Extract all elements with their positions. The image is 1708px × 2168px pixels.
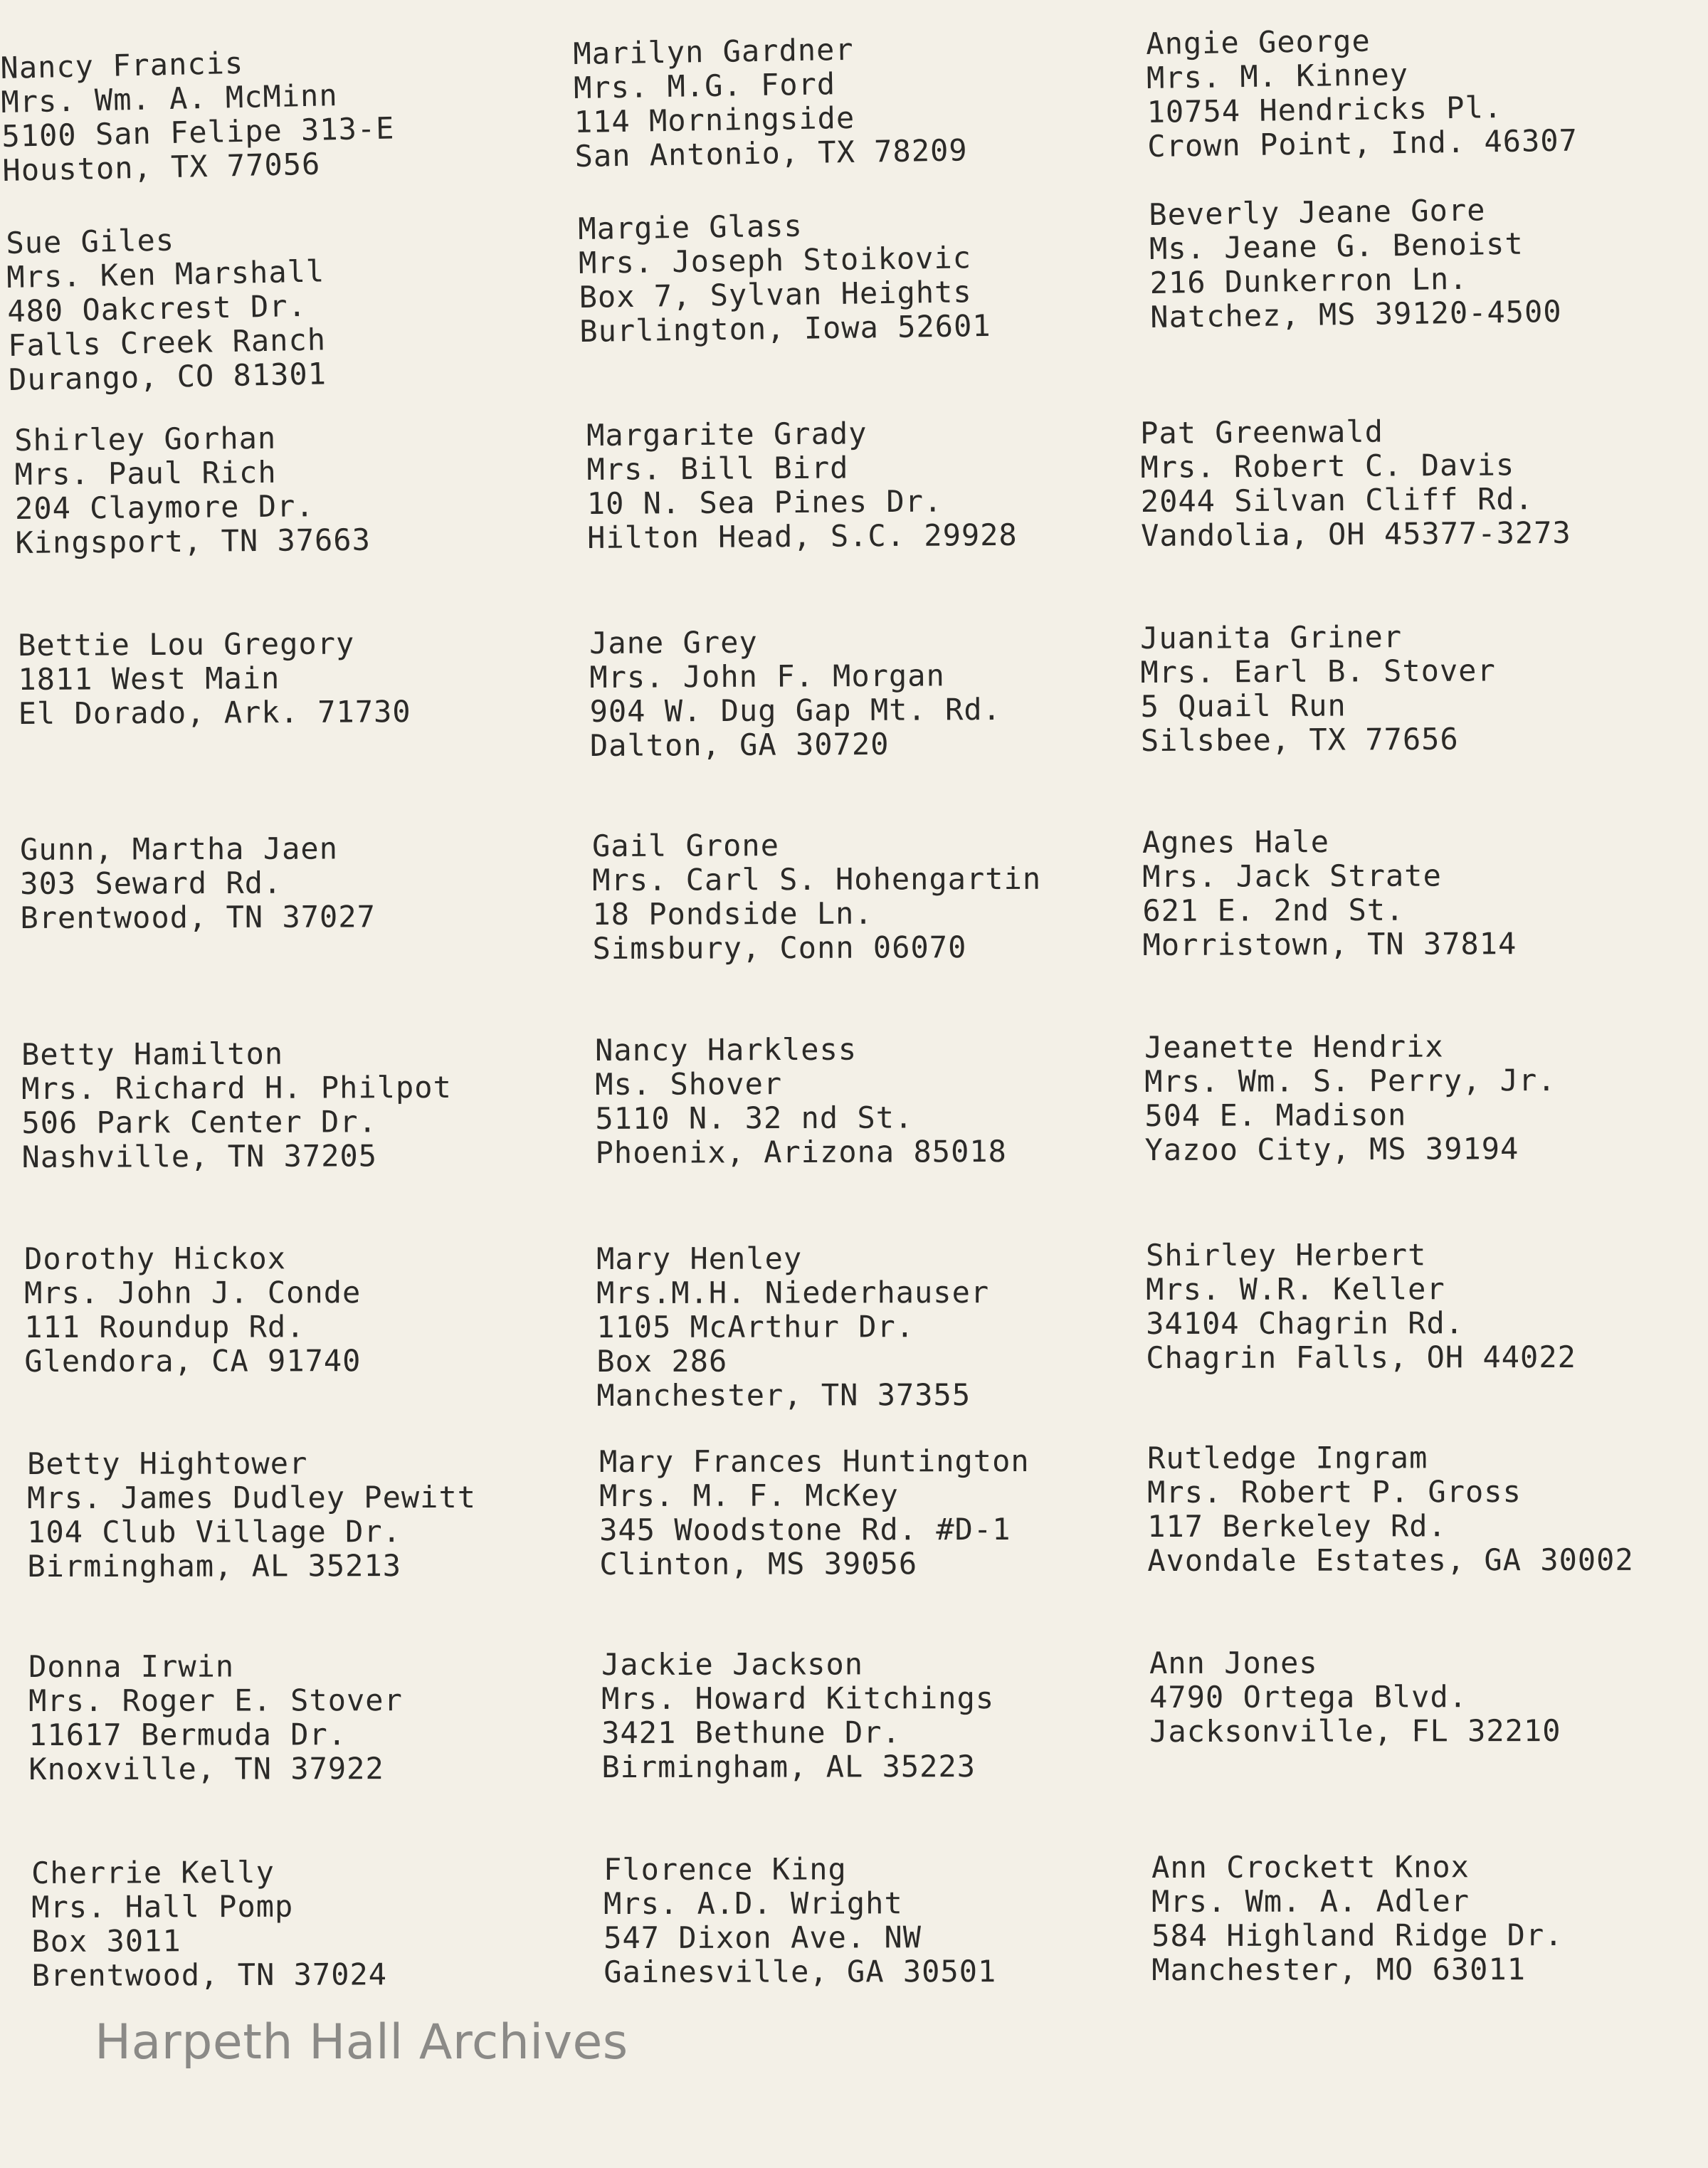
entry-line: Durango, CO 81301 — [8, 356, 327, 397]
address-entry — [573, 31, 968, 174]
entry-line: Mrs. M.G. Ford — [573, 66, 836, 105]
entry-line: Ms. Shover — [595, 1066, 783, 1102]
entry-line: Mrs. W.R. Keller — [1146, 1271, 1445, 1307]
entry-line: Silsbee, TX 77656 — [1140, 721, 1459, 758]
entry-line: Mrs. John F. Morgan — [589, 658, 945, 695]
address-entry — [1140, 414, 1571, 553]
address-entry — [28, 1649, 403, 1787]
entry-line: Mrs. Robert C. Davis — [1140, 447, 1515, 485]
address-entry — [6, 220, 327, 397]
entry-line: Mrs. M. F. McKey — [599, 1478, 899, 1513]
entry-line: Manchester, TN 37355 — [596, 1377, 971, 1413]
entry-line: Mrs. Ken Marshall — [6, 253, 325, 295]
entry-name: Jackie Jackson — [601, 1646, 864, 1682]
address-entry — [1146, 21, 1578, 164]
entry-line: 216 Dunkerron Ln. — [1149, 261, 1468, 300]
entry-line: Mrs. A.D. Wright — [603, 1885, 903, 1921]
address-entry — [1147, 1441, 1634, 1578]
entry-line: Houston, TX 77056 — [1, 146, 321, 188]
entry-name: Mary Henley — [596, 1241, 803, 1276]
address-entry — [586, 416, 1018, 555]
entry-line: Chagrin Falls, OH 44022 — [1146, 1339, 1576, 1375]
entry-name: Jeanette Hendrix — [1144, 1028, 1444, 1065]
entry-name: Ann Crockett Knox — [1151, 1849, 1470, 1885]
entry-line: Hilton Head, S.C. 29928 — [586, 517, 1018, 555]
entry-line: Mrs. Wm. S. Perry, Jr. — [1144, 1062, 1556, 1099]
entry-line: 10754 Hendricks Pl. — [1146, 90, 1503, 130]
entry-name: Gail Grone — [591, 828, 780, 863]
entry-name: Margarite Grady — [586, 416, 868, 453]
address-entry — [1144, 1029, 1556, 1167]
address-entry — [21, 1036, 452, 1174]
entry-line: 104 Club Village Dr. — [27, 1514, 401, 1549]
address-entry — [20, 831, 376, 935]
address-entry — [1142, 824, 1517, 962]
address-entry — [27, 1446, 476, 1584]
entry-line: Mrs. Richard H. Philpot — [21, 1069, 452, 1106]
entry-line: Manchester, MO 63011 — [1151, 1952, 1527, 1987]
entry-line: Nashville, TN 37205 — [21, 1138, 378, 1174]
entry-line: 1811 West Main — [18, 661, 280, 697]
entry-line: 2044 Silvan Cliff Rd. — [1140, 481, 1534, 519]
entry-line: Knoxville, TN 37922 — [28, 1751, 384, 1787]
address-entry — [599, 1444, 1030, 1582]
entry-line: Mrs. Jack Strate — [1142, 858, 1442, 894]
entry-line: Falls Creek Ranch — [7, 322, 327, 363]
entry-line: Mrs. Earl B. Stover — [1140, 653, 1496, 690]
entry-line: Mrs. M. Kinney — [1146, 56, 1409, 95]
entry-name: Nancy Francis — [0, 45, 244, 85]
entry-line: Mrs. James Dudley Pewitt — [27, 1479, 477, 1515]
archive-watermark: Harpeth Hall Archives — [95, 2014, 628, 2070]
entry-line: 480 Oakcrest Dr. — [6, 288, 307, 329]
entry-name: Dorothy Hickox — [23, 1241, 287, 1276]
entry-line: Yazoo City, MS 39194 — [1144, 1131, 1519, 1167]
entry-line: Birmingham, AL 35213 — [27, 1548, 402, 1584]
entry-name: Margie Glass — [577, 208, 803, 246]
entry-line: Morristown, TN 37814 — [1142, 926, 1517, 962]
entry-line: Simsbury, Conn 06070 — [592, 930, 967, 966]
entry-name: Shirley Herbert — [1145, 1237, 1427, 1273]
entry-name: Ann Jones — [1149, 1645, 1318, 1680]
entry-line: 34104 Chagrin Rd. — [1146, 1305, 1465, 1341]
address-entry — [595, 1032, 1007, 1170]
entry-name: Betty Hightower — [26, 1446, 308, 1481]
entry-line: Mrs. Paul Rich — [14, 454, 277, 492]
entry-line: Brentwood, TN 37024 — [31, 1957, 388, 1993]
entry-line: Birmingham, AL 35223 — [601, 1749, 976, 1784]
address-entry — [601, 1647, 994, 1784]
entry-name: Florence King — [603, 1851, 847, 1887]
entry-line: Box 286 — [596, 1343, 728, 1379]
entry-line: Box 7, Sylvan Heights — [579, 274, 972, 315]
entry-line: Mrs. Roger E. Stover — [28, 1683, 403, 1718]
entry-line: 303 Seward Rd. — [20, 865, 283, 901]
entry-line: Kingsport, TN 37663 — [15, 522, 371, 560]
entry-line: Mrs. Bill Bird — [586, 450, 849, 487]
entry-line: Mrs. Hall Pomp — [31, 1888, 294, 1925]
address-entry — [1149, 192, 1562, 335]
entry-line: 5 Quail Run — [1140, 688, 1346, 724]
entry-line: Glendora, CA 91740 — [24, 1343, 362, 1379]
address-entry — [592, 828, 1042, 966]
address-entry — [596, 1241, 989, 1413]
entry-name: Beverly Jeane Gore — [1148, 192, 1486, 232]
entry-line: 11617 Bermuda Dr. — [28, 1717, 347, 1752]
entry-line: 10 N. Sea Pines Dr. — [586, 483, 943, 521]
entry-line: Dalton, GA 30720 — [589, 726, 890, 763]
entry-line: Clinton, MS 39056 — [599, 1546, 918, 1582]
entry-line: 4790 Ortega Blvd. — [1149, 1679, 1468, 1715]
entry-name: Gunn, Martha Jaen — [19, 831, 339, 867]
address-entry — [31, 1855, 387, 1993]
entry-line: 547 Dixon Ave. NW — [603, 1920, 922, 1955]
entry-name: Betty Hamilton — [21, 1036, 284, 1072]
entry-name: Shirley Gorhan — [14, 420, 277, 458]
entry-line: Jacksonville, FL 32210 — [1149, 1712, 1561, 1749]
entry-name: Jane Grey — [589, 624, 758, 661]
address-entry — [603, 1852, 996, 1989]
entry-line: 114 Morningside — [574, 100, 855, 140]
entry-name: Pat Greenwald — [1139, 414, 1384, 451]
entry-line: Natchez, MS 39120-4500 — [1149, 293, 1562, 335]
address-entry — [24, 1241, 361, 1379]
entry-line: Phoenix, Arizona 85018 — [595, 1133, 1007, 1170]
entry-name: Angie George — [1145, 23, 1371, 61]
address-entry — [0, 43, 396, 188]
address-entry — [589, 624, 1001, 763]
entry-name: Rutledge Ingram — [1146, 1440, 1428, 1475]
entry-name: Mary Frances Huntington — [599, 1443, 1030, 1479]
entry-line: 5110 N. 32 nd St. — [595, 1100, 914, 1136]
entry-line: 117 Berkeley Rd. — [1147, 1508, 1447, 1544]
entry-name: Sue Giles — [5, 222, 175, 261]
entry-name: Juanita Griner — [1139, 619, 1403, 656]
entry-line: 1105 McArthur Dr. — [596, 1309, 915, 1345]
address-entry — [1149, 1646, 1561, 1749]
address-entry — [1146, 1238, 1576, 1375]
entry-line: 5100 San Felipe 313-E — [1, 110, 395, 154]
address-entry — [18, 626, 411, 731]
entry-line: Box 3011 — [31, 1923, 181, 1959]
address-entry — [1140, 619, 1496, 758]
entry-line: San Antonio, TX 78209 — [574, 132, 968, 174]
entry-line: Mrs. Howard Kitchings — [601, 1680, 995, 1716]
entry-line: Crown Point, Ind. 46307 — [1146, 122, 1578, 164]
address-entry — [578, 206, 991, 349]
entry-line: 111 Roundup Rd. — [24, 1309, 305, 1345]
entry-name: Cherrie Kelly — [31, 1854, 275, 1890]
entry-line: 504 E. Madison — [1144, 1097, 1407, 1133]
entry-line: Vandolia, OH 45377-3273 — [1140, 515, 1571, 553]
entry-line: Brentwood, TN 37027 — [20, 899, 376, 935]
entry-line: Mrs. Joseph Stoikovic — [578, 240, 972, 280]
entry-line: Mrs. John J. Conde — [24, 1275, 362, 1310]
entry-line: Ms. Jeane G. Benoist — [1149, 226, 1524, 266]
address-entry — [14, 421, 371, 560]
entry-line: Mrs. Wm. A. Adler — [1151, 1883, 1470, 1919]
entry-line: Mrs.M.H. Niederhauser — [596, 1275, 990, 1310]
entry-name: Donna Irwin — [28, 1648, 235, 1684]
entry-line: Mrs. Carl S. Hohengartin — [592, 861, 1042, 898]
entry-line: 18 Pondside Ln. — [592, 895, 873, 932]
entry-line: 204 Claymore Dr. — [14, 488, 315, 526]
entry-name: Bettie Lou Gregory — [17, 626, 355, 663]
entry-line: 345 Woodstone Rd. #D-1 — [599, 1511, 1011, 1547]
entry-name: Marilyn Gardner — [572, 31, 855, 71]
entry-line: 506 Park Center Dr. — [21, 1104, 377, 1140]
entry-line: 584 Highland Ridge Dr. — [1151, 1917, 1564, 1953]
entry-line: 904 W. Dug Gap Mt. Rd. — [589, 691, 1002, 729]
address-entry — [1151, 1850, 1564, 1987]
entry-line: Mrs. Robert P. Gross — [1147, 1474, 1522, 1510]
entry-line: 621 E. 2nd St. — [1142, 892, 1405, 928]
entry-line: Burlington, Iowa 52601 — [579, 307, 991, 349]
entry-line: El Dorado, Ark. 71730 — [18, 694, 411, 731]
entry-line: Avondale Estates, GA 30002 — [1147, 1542, 1634, 1578]
entry-name: Nancy Harkless — [594, 1031, 858, 1068]
entry-line: 3421 Bethune Dr. — [601, 1715, 901, 1750]
entry-line: Gainesville, GA 30501 — [603, 1954, 997, 1989]
entry-line: Mrs. Wm. A. McMinn — [0, 78, 339, 120]
entry-name: Agnes Hale — [1142, 824, 1330, 860]
